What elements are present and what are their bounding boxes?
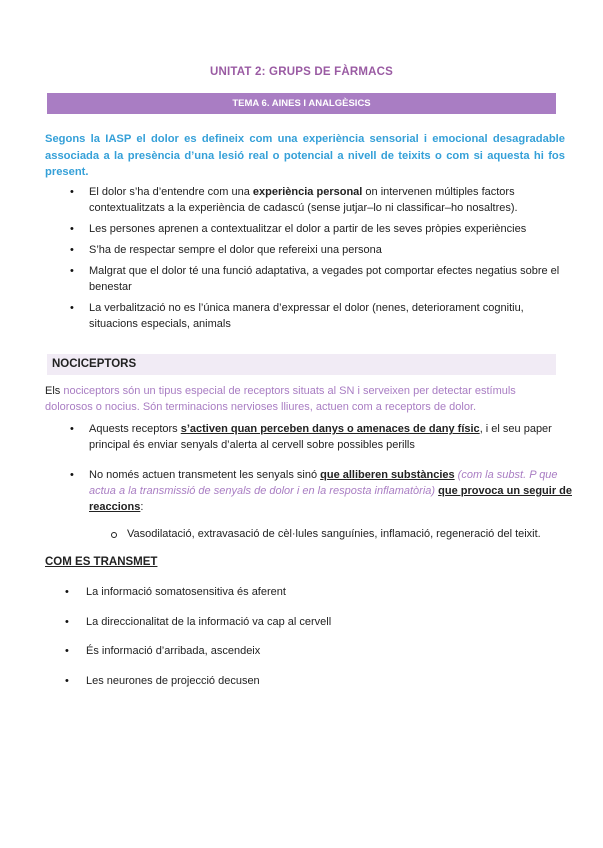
emphasis-text: s’activen quan perceben danys o amenaces de dany físic [180,423,480,435]
list-item: • És informació d’arribada, ascendeix [45,643,573,659]
nociceptors-heading: NOCICEPTORS [47,354,556,375]
list-item: • El dolor s’ha d’entendre com una experiència personal on intervenen múltiples factors contextualitzats a la experiència de cadascú (sense jutjar–lo ni classificar–ho nosaltres). [45,184,573,216]
nociceptors-definition: nociceptors són un tipus especial de receptors situats al SN i serveixen per detectar estímuls dolorosos o nocius. Són terminacions nervioses lliures, actuen com a receptors de dolor. [45,385,516,413]
nociceptors-intro: Els nociceptors són un tipus especial de receptors situats al SN i serveixen per detectar estímuls dolorosos o nocius. Són terminacions nervioses lliures, actuen com a receptors de dolor. [45,385,516,413]
list-item: • La informació somatosensitiva és aferent [45,584,573,600]
list-item: • S’ha de respectar sempre el dolor que refereixi una persona [45,242,573,258]
emphasis-text: que provoca un seguir de reaccions [89,485,572,513]
list-item: • No només actuen transmetent les senyals sinó que alliberen substàncies (com la subst. P que actua a la transmissió de senyals de dolor i en la resposta inflamatòria) que provoca un seguir de reaccions: [45,467,573,515]
sub-list-item: Vasodilatació, extravasació de cèl·lules sanguínies, inflamació, regeneració del teixit. [45,526,573,542]
list-item: • Malgrat que el dolor té una funció adaptativa, a vegades pot comportar efectes negatius sobre el benestar [45,263,573,295]
list-item: • La verbalització no es l’única manera d’expressar el dolor (nenes, deteriorament cognitiu, situacions especials, animals [45,300,573,332]
list-item: • Les persones aprenen a contextualitzar el dolor a partir de les seves pròpies experiències [45,221,573,237]
intro-paragraph: Segons la IASP el dolor es defineix com una experiència sensorial i emocional desagradable associada a la presència d’una lesió real o potencial a nivell de teixits o com si aquesta hi fos present. [45,133,565,178]
tema-heading-bar: TEMA 6. AINES I ANALGÈSICS [47,93,556,114]
list-item: • Les neurones de projecció decusen [45,673,573,689]
unit-title: UNITAT 2: GRUPS DE FÀRMACS [209,66,394,78]
nociceptors-list [45,421,573,529]
list-item: • La direccionalitat de la informació va cap al cervell [45,614,573,630]
italic-note: (com la subst. P que actua a la transmissió de senyals de dolor i en la resposta inflamatòria) [89,469,558,497]
list-item: • Aquests receptors s’activen quan perceben danys o amenaces de dany físic, i el seu paper principal és enviar senyals d’alerta al cervell sobre possibles perills [45,421,573,453]
transmission-heading: COM ES TRANSMET [45,556,158,568]
reactions-sublist [45,526,573,542]
emphasis-text: que alliberen substàncies [320,469,455,481]
bold-term: experiència personal [252,186,363,198]
definition-list [45,184,573,337]
transmission-list [45,584,573,702]
